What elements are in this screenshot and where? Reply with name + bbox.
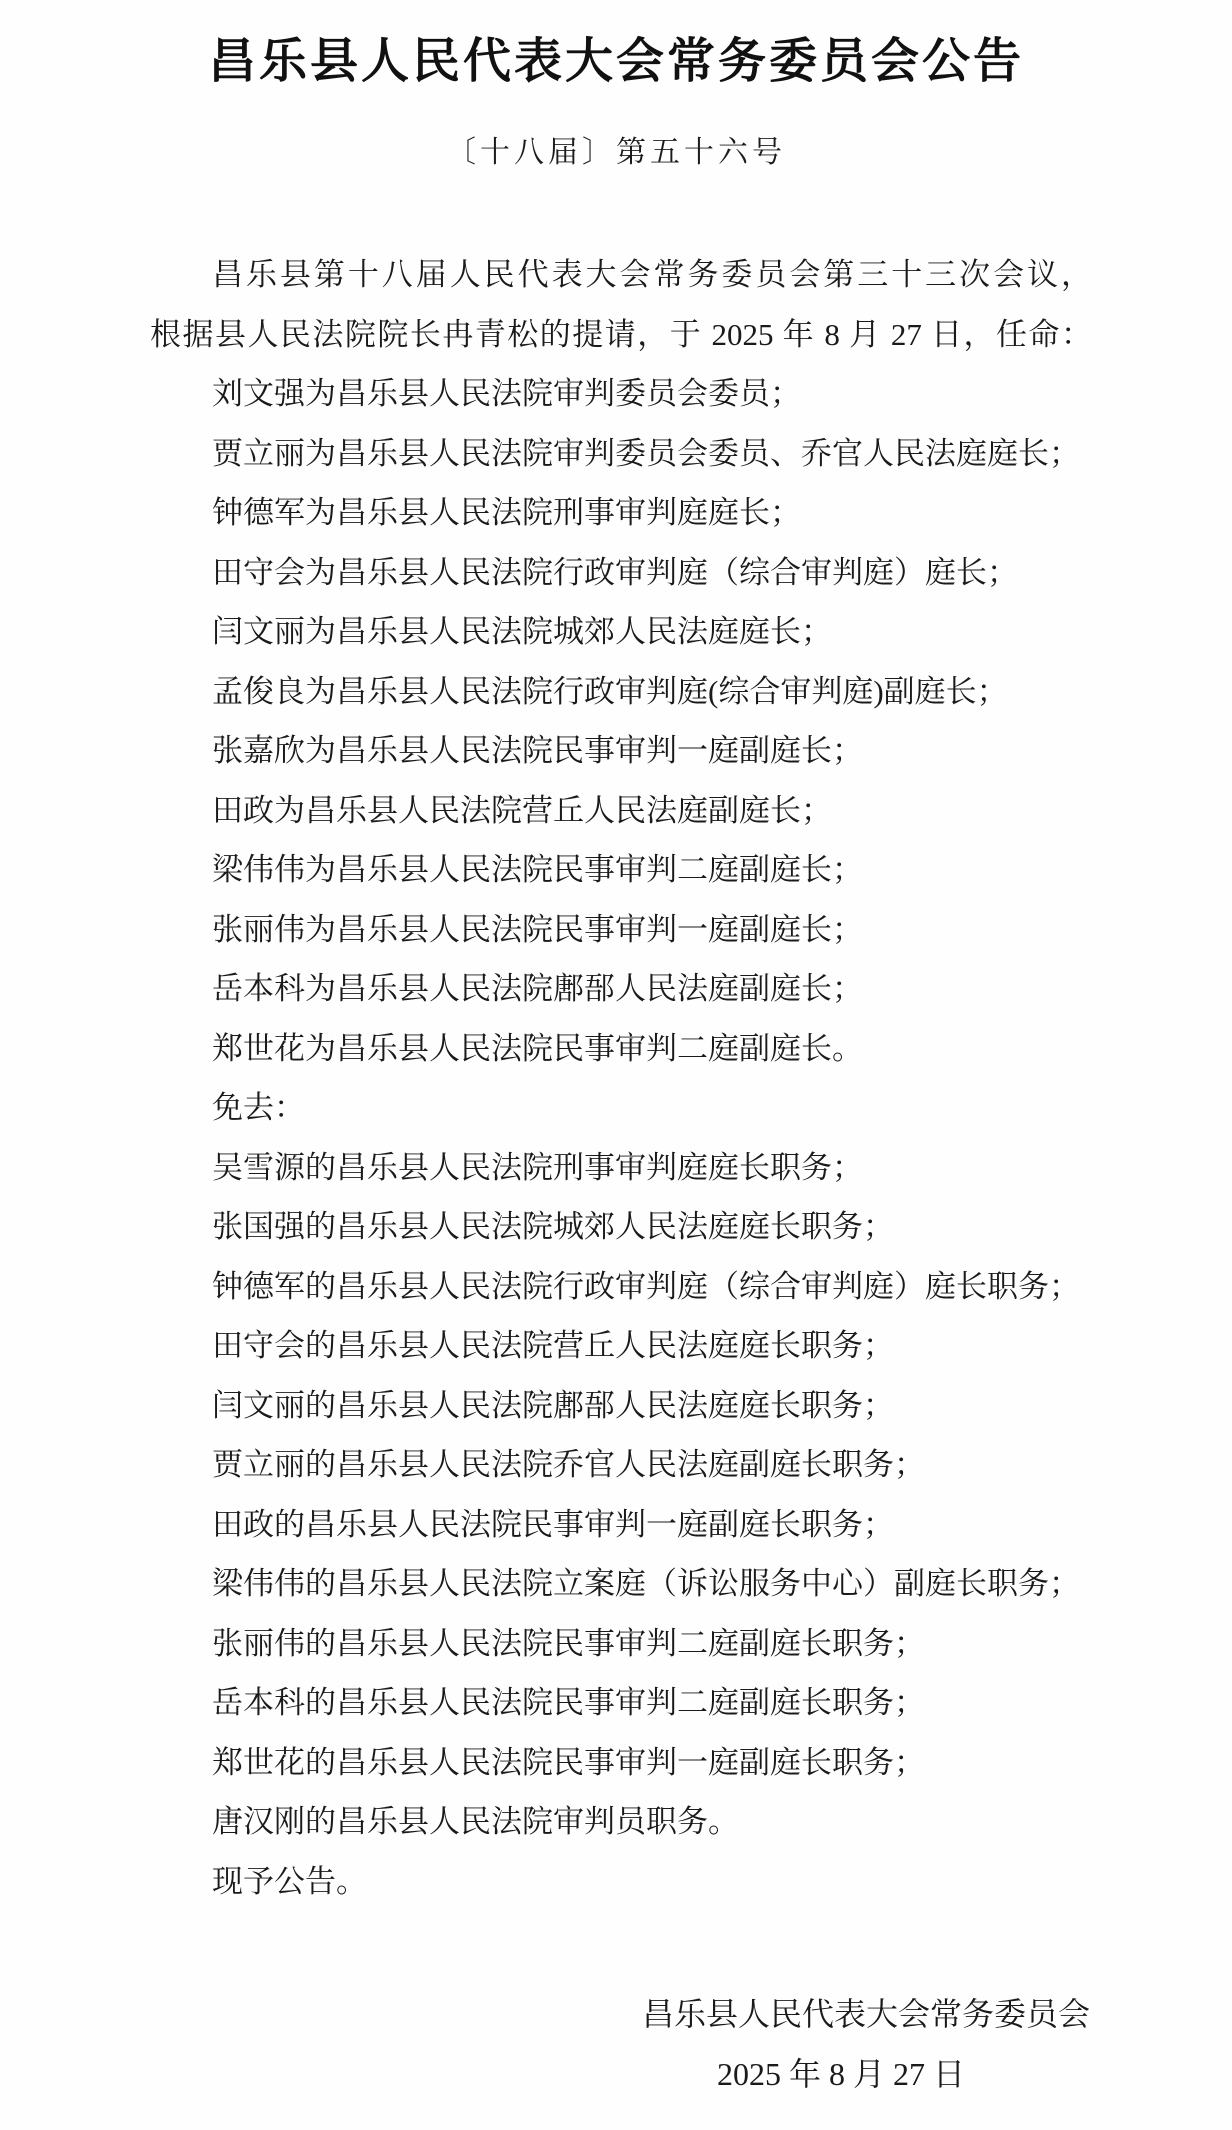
closing-line: 现予公告。 [212,1863,367,1899]
document-body [150,245,1092,1911]
removal-line: 郑世花的昌乐县人民法院民事审判一庭副庭长职务； [212,1744,925,1780]
removal-line: 唐汉刚的昌乐县人民法院审判员职务。 [212,1804,739,1840]
appointment-line: 梁伟伟为昌乐县人民法院民事审判二庭副庭长； [212,852,863,888]
document-number: 〔十八届〕第五十六号 [446,136,786,170]
signature-organization: 昌乐县人民代表大会常务委员会 [641,1996,1090,2033]
removal-line: 田守会的昌乐县人民法院营丘人民法庭庭长职务； [212,1328,894,1364]
removal-line: 梁伟伟的昌乐县人民法院立案庭（诉讼服务中心）副庭长职务； [212,1566,1080,1602]
appointment-line: 贾立丽为昌乐县人民法院审判委员会委员、乔官人民法庭庭长； [212,435,1080,471]
appointment-line: 田守会为昌乐县人民法院行政审判庭（综合审判庭）庭长； [212,554,1018,590]
document-title: 昌乐县人民代表大会常务委员会公告 [207,35,1024,88]
removal-line: 张国强的昌乐县人民法院城郊人民法庭庭长职务； [212,1209,894,1245]
appointment-line: 张嘉欣为昌乐县人民法院民事审判一庭副庭长； [212,733,863,769]
signature-block [0,1984,1232,2104]
removal-line: 田政的昌乐县人民法院民事审判一庭副庭长职务； [212,1506,894,1542]
appointment-line: 郑世花为昌乐县人民法院民事审判二庭副庭长。 [212,1030,863,1066]
removal-line: 岳本科的昌乐县人民法院民事审判二庭副庭长职务； [212,1685,925,1721]
removal-line: 钟德军的昌乐县人民法院行政审判庭（综合审判庭）庭长职务； [212,1268,1080,1304]
appointment-line: 闫文丽为昌乐县人民法院城郊人民法庭庭长； [212,614,832,650]
removal-line: 贾立丽的昌乐县人民法院乔官人民法庭副庭长职务； [212,1447,925,1483]
removal-line: 张丽伟的昌乐县人民法院民事审判二庭副庭长职务； [212,1625,925,1661]
signature-date: 2025 年 8 月 27 日 [716,2056,965,2093]
intro-paragraph-line2: 根据县人民法院院长冉青松的提请，于 2025 年 8 月 27 日，任命： [150,316,1092,352]
appointment-line: 孟俊良为昌乐县人民法院行政审判庭(综合审判庭)副庭长； [212,673,1008,709]
removal-header: 免去： [212,1090,305,1126]
appointment-line: 岳本科为昌乐县人民法院鄌郚人民法庭副庭长； [212,971,863,1007]
appointment-line: 张丽伟为昌乐县人民法院民事审判一庭副庭长； [212,911,863,947]
appointment-line: 钟德军为昌乐县人民法院刑事审判庭庭长； [212,495,801,531]
intro-paragraph-line1: 昌乐县第十八届人民代表大会常务委员会第三十三次会议， [212,257,1092,293]
appointment-line: 田政为昌乐县人民法院营丘人民法庭副庭长； [212,792,832,828]
removal-line: 吴雪源的昌乐县人民法院刑事审判庭庭长职务； [212,1149,863,1185]
removal-line: 闫文丽的昌乐县人民法院鄌郚人民法庭庭长职务； [212,1387,894,1423]
appointment-line: 刘文强为昌乐县人民法院审判委员会委员； [212,376,801,412]
